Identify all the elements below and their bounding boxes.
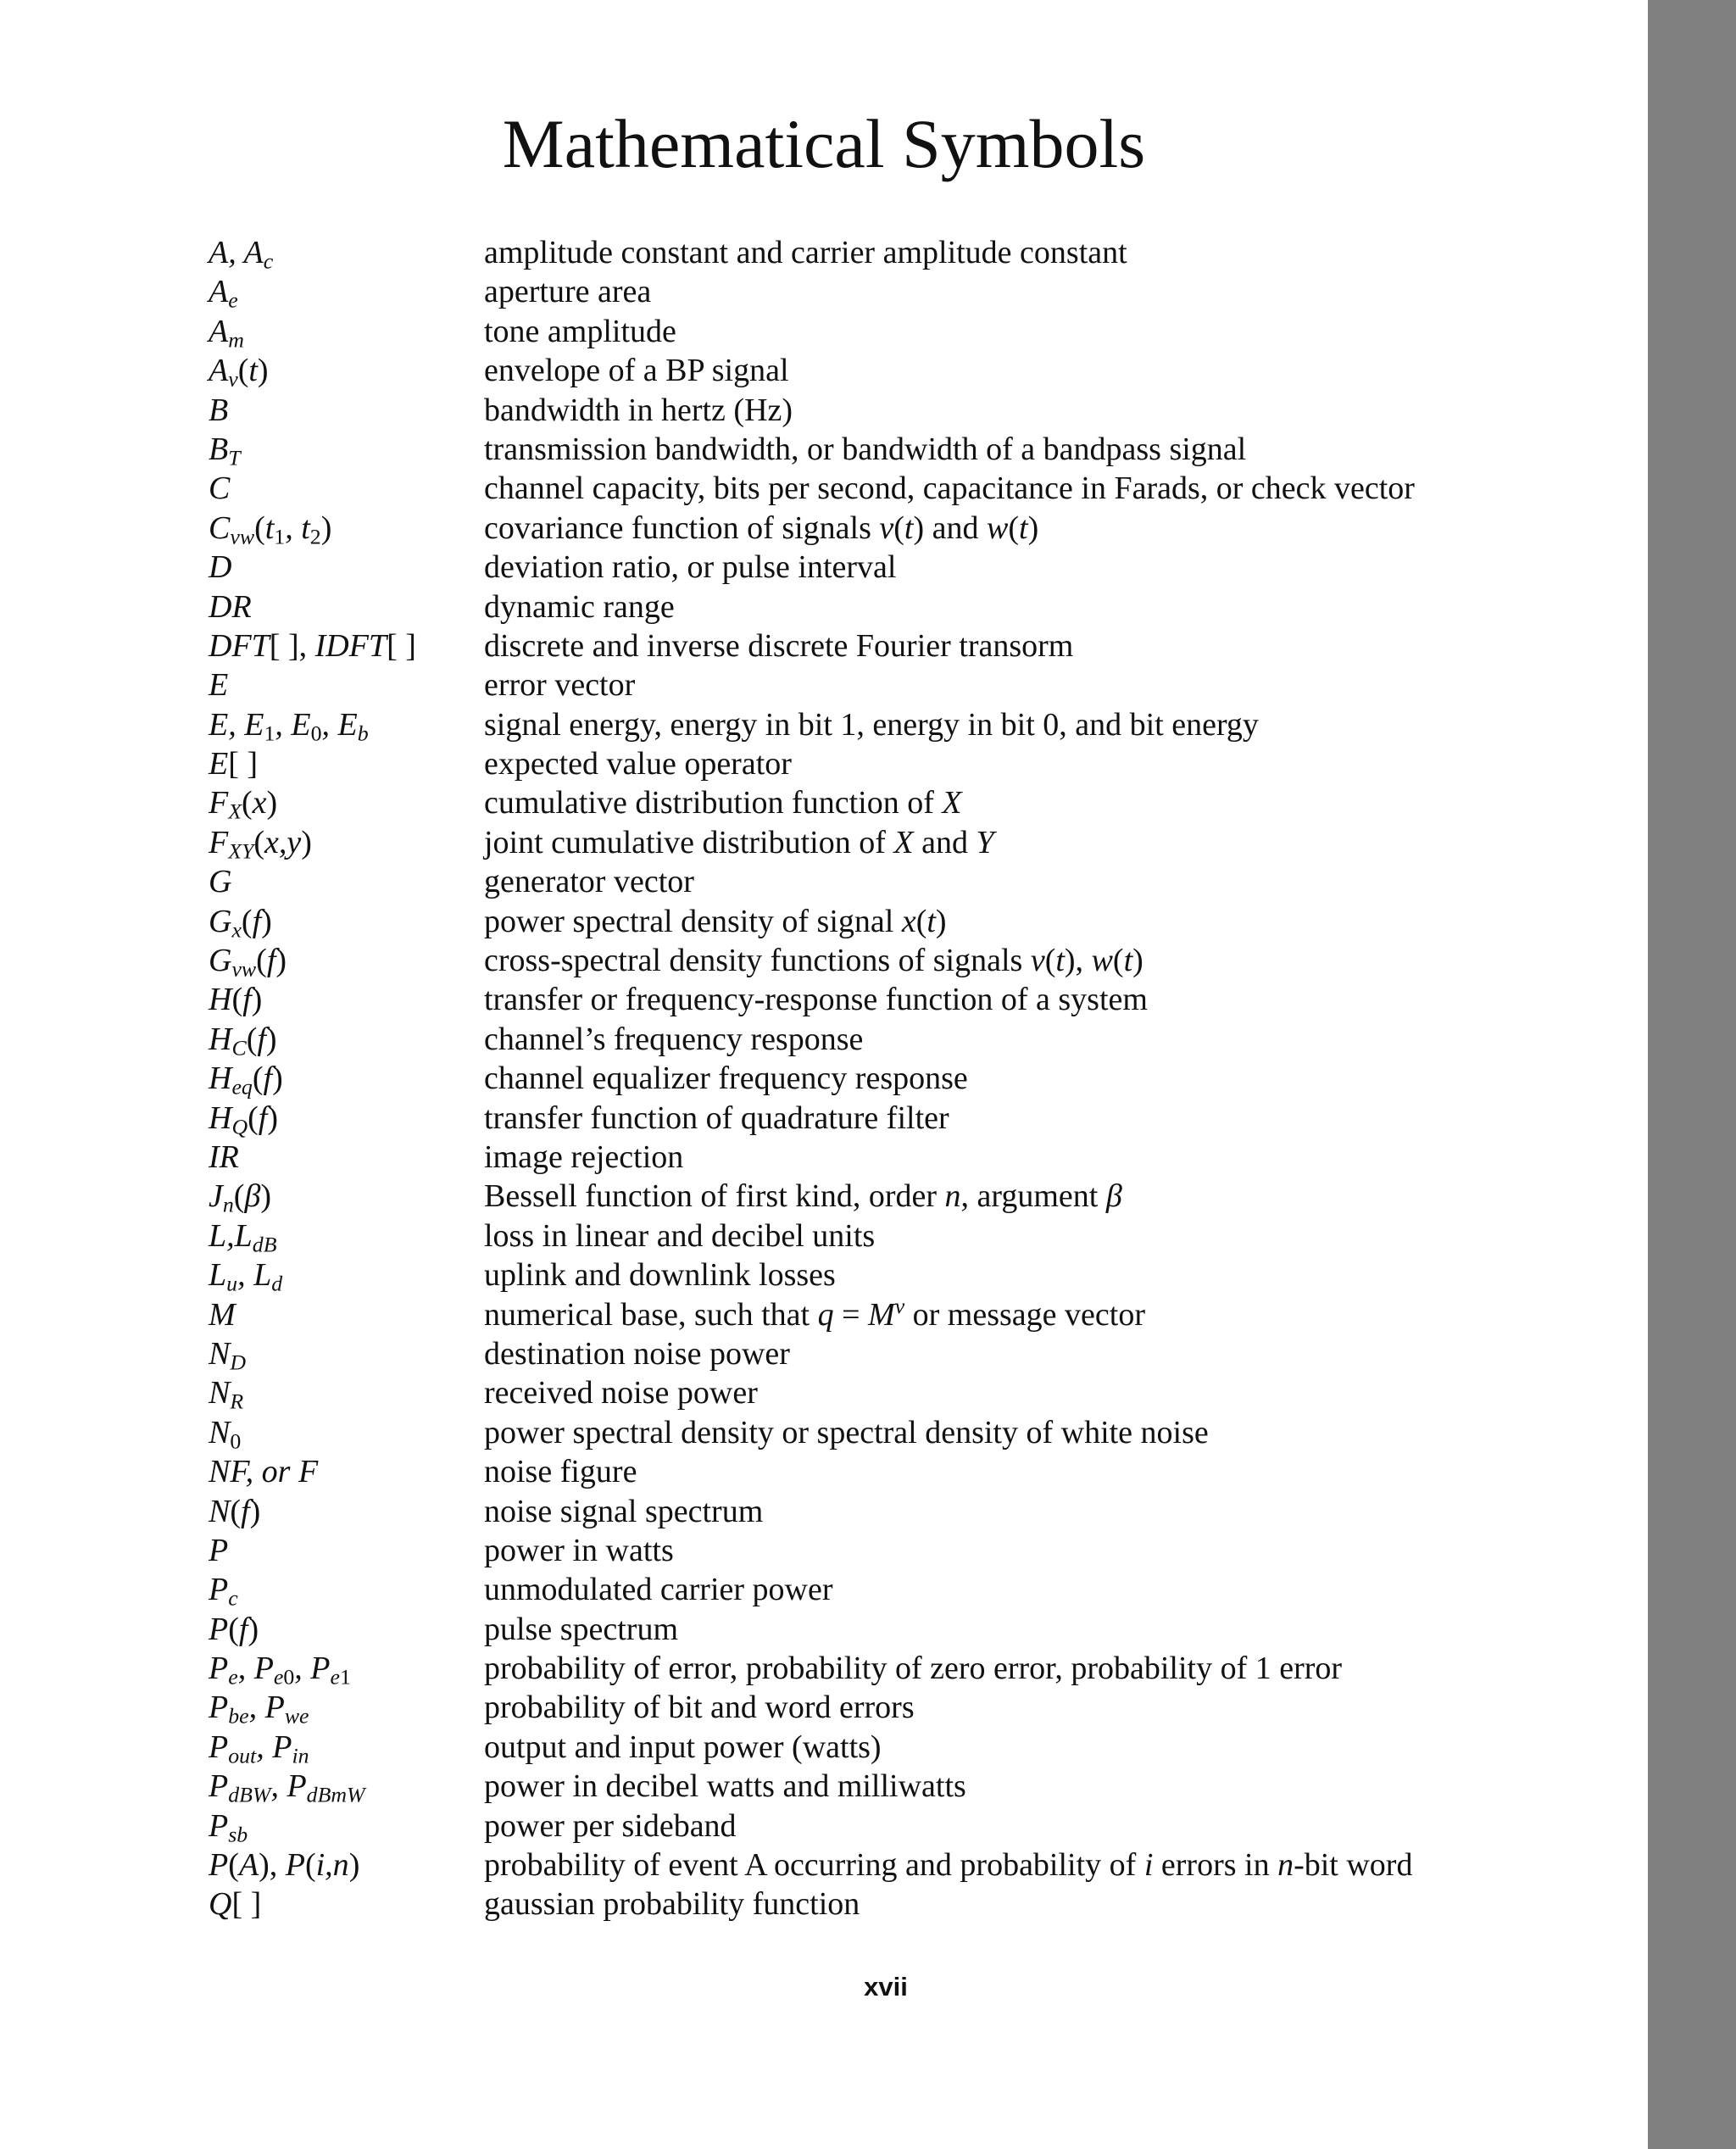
symbol: $P_c$ [209, 1572, 238, 1611]
symbol-description: error vector [484, 667, 636, 704]
symbol: A, $A_c$ [209, 235, 274, 274]
symbol: N(f) [209, 1493, 261, 1529]
symbol-description: discrete and inverse discrete Fourier transorm [484, 627, 1074, 664]
symbol-entry [209, 705, 1497, 744]
symbol-description: cumulative distribution function of X [484, 785, 962, 821]
symbol: D [209, 549, 232, 586]
symbol-description: uplink and downlink losses [484, 1257, 836, 1294]
symbol: G [209, 864, 232, 900]
symbol: NF, or F [209, 1454, 319, 1490]
symbol-entry [209, 1295, 1497, 1334]
symbol-description: aperture area [484, 274, 652, 310]
symbol-description: covariance function of signals v(t) and w(t) [484, 509, 1039, 546]
symbol-description: tone amplitude [484, 313, 676, 349]
symbol-entry [209, 1492, 1497, 1531]
symbol-entry [209, 1885, 1497, 1924]
symbol: $F_X(x)$ [209, 785, 278, 824]
page-gutter [1648, 0, 1736, 2149]
symbol-description: signal energy, energy in bit 1, energy in bit 0, and bit energy [484, 706, 1259, 743]
symbol-entry [209, 862, 1497, 901]
symbol: E [209, 667, 229, 704]
symbol-description: envelope of a BP signal [484, 353, 789, 389]
symbol-entry [209, 823, 1497, 862]
symbol-description: received noise power [484, 1375, 758, 1411]
symbol-entry [209, 548, 1497, 587]
symbol: $F_{XY}(x,y)$ [209, 824, 312, 864]
symbol-description: deviation ratio, or pulse interval [484, 549, 897, 586]
symbol: $P_e$, $P_{e0}$, $P_{e1}$ [209, 1651, 351, 1690]
symbol-description: dynamic range [484, 588, 675, 625]
symbol-description: loss in linear and decibel units [484, 1217, 876, 1254]
symbol: $C_{vw}(t_1$, $t_2$) [209, 509, 332, 549]
page-number: xvii [864, 1972, 908, 2001]
symbol-entry [209, 1059, 1497, 1098]
symbol-description: destination noise power [484, 1335, 790, 1372]
symbol-description: gaussian probability function [484, 1886, 860, 1923]
symbol-entry [209, 1688, 1497, 1727]
symbol-description: noise signal spectrum [484, 1493, 764, 1529]
symbol-description: generator vector [484, 864, 694, 900]
symbol-entry [209, 469, 1497, 508]
symbol-entry [209, 1020, 1497, 1059]
symbol: P(A), P(i,n) [209, 1847, 360, 1884]
symbol-entry [209, 587, 1497, 626]
symbol: E, $E_1$, $E_0$, $E_b$ [209, 706, 369, 746]
symbol: M [209, 1296, 236, 1333]
symbol: C [209, 470, 231, 507]
symbol-description: probability of event A occurring and probability of i errors in n-bit word [484, 1847, 1413, 1884]
symbol-description: power in watts [484, 1532, 674, 1568]
symbol-description: amplitude constant and carrier amplitude constant [484, 235, 1127, 270]
symbol-description: transmission bandwidth, or bandwidth of a bandpass signal [484, 431, 1247, 467]
symbol-entry [209, 1570, 1497, 1609]
symbol-entry [209, 665, 1497, 704]
symbol-entry [209, 430, 1497, 469]
symbol-entry [209, 1846, 1497, 1885]
symbol-entry [209, 272, 1497, 311]
symbol-entry [209, 1807, 1497, 1846]
symbol-entry [209, 1373, 1497, 1412]
symbol-entry [209, 1099, 1497, 1138]
symbol-entry [209, 980, 1497, 1019]
symbol: $B_T$ [209, 431, 241, 470]
symbol: $N_R$ [209, 1375, 244, 1414]
symbol: B [209, 392, 229, 428]
symbol-entry [209, 1216, 1497, 1255]
symbol-description: probability of error, probability of zero error, probability of 1 error [484, 1651, 1343, 1687]
symbol: $N_0$ [209, 1414, 242, 1454]
symbol-description: Bessell function of first kind, order n, argument β [484, 1178, 1122, 1215]
symbol: $H_Q(f)$ [209, 1100, 278, 1139]
symbol-entry [209, 1255, 1497, 1294]
symbol-entry [209, 783, 1497, 822]
symbol: Q[ ] [209, 1886, 262, 1923]
symbol-entry [209, 1334, 1497, 1373]
symbol: $L_u$, $L_d$ [209, 1257, 283, 1296]
symbol-description: bandwidth in hertz (Hz) [484, 392, 793, 428]
symbol: P(f) [209, 1611, 259, 1647]
symbol-entry [209, 351, 1497, 390]
symbol-entry [209, 1138, 1497, 1177]
page-title: Mathematical Symbols [502, 105, 1146, 182]
symbol: $H_{eq}(f)$ [209, 1061, 283, 1100]
symbol: $P_{sb}$ [209, 1807, 248, 1847]
symbol-entry [209, 509, 1497, 548]
symbol-description: channel’s frequency response [484, 1021, 864, 1057]
symbol-entry [209, 941, 1497, 980]
symbol-entry [209, 744, 1497, 783]
symbol-description: pulse spectrum [484, 1611, 679, 1647]
symbol: E[ ] [209, 746, 259, 782]
symbol: $P_{out}$, $P_{in}$ [209, 1729, 309, 1768]
symbol-description: unmodulated carrier power [484, 1572, 833, 1608]
symbol-entry [209, 1177, 1497, 1216]
symbol-entry [209, 1767, 1497, 1806]
symbol-description: power spectral density of signal x(t) [484, 903, 947, 939]
symbol-description: image rejection [484, 1139, 684, 1175]
symbol-description: transfer or frequency-response function of a system [484, 982, 1148, 1018]
symbol: $P_{be}$, $P_{we}$ [209, 1690, 309, 1729]
symbol-entry [209, 391, 1497, 430]
symbol-entry [209, 312, 1497, 351]
symbol: $J_n(\beta)$ [209, 1178, 272, 1217]
symbol: IR [209, 1139, 239, 1175]
symbol: $A_e$ [209, 274, 238, 313]
symbol: $A_m$ [209, 313, 244, 353]
symbol-description: channel equalizer frequency response [484, 1061, 968, 1097]
symbol-entry [209, 1610, 1497, 1649]
symbol-description: transfer function of quadrature filter [484, 1100, 949, 1136]
symbol: $H_C(f)$ [209, 1021, 277, 1061]
symbol: DR [209, 588, 252, 625]
symbol-description: cross-spectral density functions of signals v(t), w(t) [484, 943, 1143, 979]
symbol: $N_D$ [209, 1335, 247, 1375]
symbol: $G_x(f)$ [209, 903, 272, 943]
symbol-description: power per sideband [484, 1807, 737, 1844]
symbol: P [209, 1532, 229, 1568]
symbol-description: output and input power (watts) [484, 1729, 882, 1765]
symbol-description: noise figure [484, 1454, 637, 1490]
symbol-description: power spectral density or spectral density of white noise [484, 1414, 1209, 1450]
symbol-entry [209, 1531, 1497, 1570]
symbol-entry [209, 233, 1497, 272]
symbol-entry [209, 1728, 1497, 1767]
symbol: $G_{vw}(f)$ [209, 943, 287, 982]
symbol-entry [209, 1413, 1497, 1452]
symbol-entry [209, 902, 1497, 941]
symbol-description: probability of bit and word errors [484, 1690, 915, 1726]
symbol-description: power in decibel watts and milliwatts [484, 1768, 966, 1805]
symbol-description: expected value operator [484, 746, 792, 782]
symbol: $L,L_{dB}$ [209, 1217, 277, 1257]
symbol: $A_v(t)$ [209, 353, 269, 392]
symbol-list [209, 233, 1497, 1924]
symbol-description: numerical base, such that $q = M^v$ or message vector [484, 1293, 1145, 1333]
symbol: H(f) [209, 982, 263, 1018]
symbol-entry [209, 1452, 1497, 1491]
symbol-description: channel capacity, bits per second, capacitance in Farads, or check vector [484, 470, 1415, 507]
symbol-description: joint cumulative distribution of X and Y [484, 824, 994, 860]
symbol-entry [209, 626, 1497, 665]
symbol: DFT[ ], IDFT[ ] [209, 627, 416, 664]
symbol-entry [209, 1649, 1497, 1688]
symbol: $P_{dBW}$, $P_{dBmW}$ [209, 1768, 365, 1807]
